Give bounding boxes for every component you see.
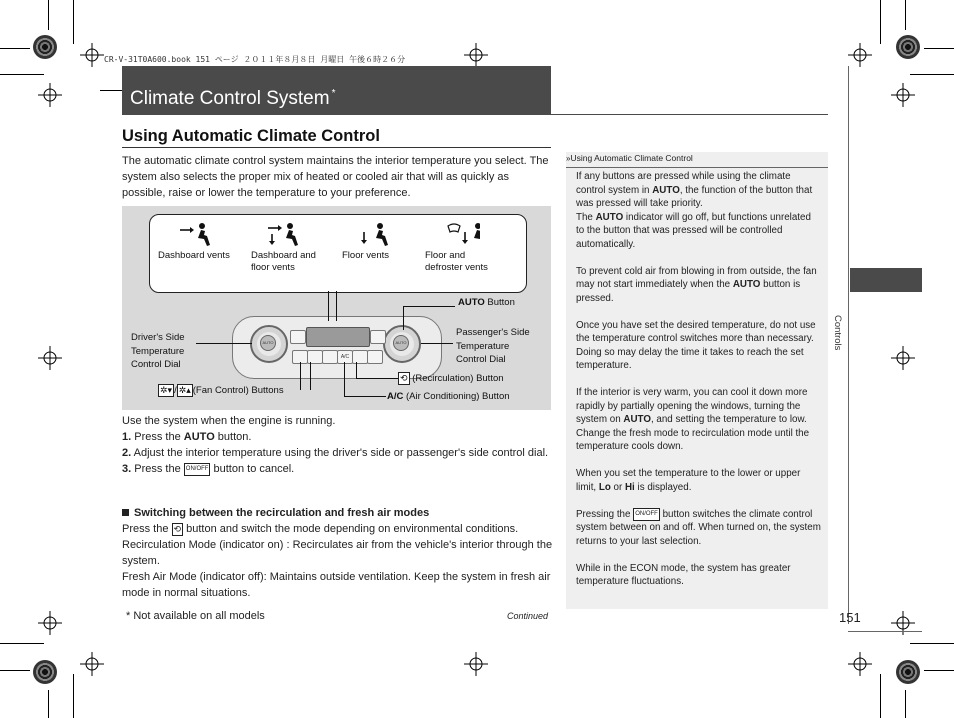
section-rule: [122, 147, 551, 148]
note-p6: If the interior is very warm, you can cool it down more rapidly by partially opening the windows, turning the system on AUTO, and setting the temperature to low. Change the fresh mode to recirculation mode until the temperature cools down.: [576, 387, 810, 452]
floor-vents-icon: [361, 223, 388, 246]
drivers-dial-center: AUTO: [260, 335, 276, 351]
note-text: [576, 170, 821, 589]
note-heading: »Using Automatic Climate Control: [566, 153, 693, 163]
leader-line: [356, 362, 357, 378]
vent-icons: [180, 222, 480, 250]
recirc-paragraph-1: Press the ⟲ button and switch the mode depending on environmental conditions.: [122, 523, 519, 535]
reg-mark-left-bottom: [38, 611, 62, 635]
leader-line: [356, 378, 398, 379]
recirculation-section: [122, 505, 554, 601]
recirc-paragraph-2: Recirculation Mode (indicator on) : Recirculates air from the vehicle's interior through the system.: [122, 539, 553, 567]
ac-button[interactable]: A/C: [337, 350, 353, 364]
fan-up-icon: ✲▴: [178, 385, 191, 395]
panel-on-off-button[interactable]: [322, 350, 338, 364]
leader-line: [310, 362, 311, 390]
note-p9: While in the ECON mode, the system has greater temperature fluctuations.: [576, 562, 791, 588]
on-off-icon: ON/OFF: [633, 508, 660, 521]
reg-mark-bottom-left: [80, 652, 104, 676]
note-p7: When you set the temperature to the lower or upper limit, Lo or Hi is displayed.: [576, 468, 801, 493]
step-3: 3. Press the ON/OFF button to cancel.: [122, 463, 295, 475]
leader-line: [403, 306, 455, 307]
reg-mark-left-mid: [38, 346, 62, 370]
leader-line: [328, 291, 329, 321]
panel-button-2[interactable]: [370, 330, 386, 344]
recirc-paragraph-3: Fresh Air Mode (indicator off): Maintains outside ventilation. Keep the system in fresh air mode in normal situations.: [122, 571, 551, 599]
drivers-dial-label: Driver's Side Temperature Control Dial: [131, 332, 185, 370]
leader-line: [344, 362, 345, 396]
reg-mark-top-left: [80, 43, 104, 67]
note-p3: To prevent cold air from blowing in from outside, the fan may not start immediately when the AUTO button is pressed.: [576, 265, 817, 304]
mode-label-floor-defroster: Floor and defroster vents: [425, 250, 488, 273]
note-p4: Once you have set the desired temperature, do not use the temperature control switches more than necessary.: [576, 319, 816, 344]
page-title: [130, 88, 335, 110]
leader-line: [421, 343, 453, 344]
mode-label-dashboard-floor: Dashboard and floor vents: [251, 250, 316, 273]
climate-display: [306, 327, 370, 347]
dashboard-vents-icon: [180, 223, 210, 246]
page-title-text: Climate Control System: [130, 88, 330, 109]
intro-paragraph: The automatic climate control system maintains the interior temperature you select. The system also selects the proper mix of heated or cooled air that will as quickly as possible, raise or lower the temperature to your preference.: [122, 155, 549, 199]
footnote-mark: *: [331, 88, 336, 99]
color-target-bottom-left: [33, 660, 57, 684]
note-heading-rule: [566, 167, 828, 168]
reg-mark-top-center: [464, 43, 488, 67]
footer-rule: [848, 631, 922, 632]
auto-button[interactable]: AUTO: [393, 335, 409, 351]
title-rule: [551, 114, 828, 115]
steps-intro: Use the system when the engine is running.: [122, 415, 336, 427]
chapter-tab: [850, 268, 922, 292]
subsection-heading: Switching between the recirculation and fresh air modes: [122, 505, 554, 521]
chapter-tab-label: Controls: [832, 315, 843, 351]
on-off-icon: ON/OFF: [184, 463, 211, 476]
note-p2: The AUTO indicator will go off, but functions unrelated to the button that was pressed will be controlled automatically.: [576, 211, 811, 250]
page-number: 151: [839, 610, 861, 625]
steps: [122, 413, 552, 477]
continued-label: Continued: [507, 611, 549, 621]
step-2: 2. Adjust the interior temperature using the driver's side or passenger's side control dial.: [122, 447, 549, 459]
passengers-dial-label: Passenger's Side Temperature Control Dial: [456, 327, 530, 365]
double-arrow-icon: »: [566, 154, 571, 163]
square-bullet-icon: [122, 509, 129, 516]
section-heading: Using Automatic Climate Control: [122, 127, 380, 145]
recirculation-icon: ⟲: [400, 373, 408, 383]
panel-button-3[interactable]: [367, 350, 383, 364]
auto-button-label: AUTO Button: [458, 297, 515, 308]
footnote: * Not available on all models: [126, 610, 265, 622]
note-p1: If any buttons are pressed while using the climate control system in AUTO, the function of the button that was pressed will take priority.: [576, 171, 813, 209]
fan-down-icon: ✲▾: [160, 385, 173, 395]
color-target-bottom-right: [896, 660, 920, 684]
side-rule: [848, 66, 849, 624]
reg-mark-left-top: [38, 83, 62, 107]
recirculation-icon: ⟲: [173, 523, 182, 534]
reg-mark-top-right: [848, 43, 872, 67]
leader-line: [300, 362, 301, 390]
mode-label-dashboard: Dashboard vents: [158, 250, 230, 261]
dashboard-floor-vents-icon: [268, 223, 298, 246]
note-p8: Pressing the ON/OFF button switches the climate control system between on and off. When turned on, the system returns to your last selection.: [576, 508, 821, 547]
color-target-top-left: [33, 35, 57, 59]
mode-label-floor: Floor vents: [342, 250, 389, 261]
fan-buttons-label: ✲▾ / ✲▴ (Fan Control) Buttons: [160, 385, 284, 397]
color-target-top-right: [896, 35, 920, 59]
ac-label: A/C (Air Conditioning) Button: [387, 391, 510, 402]
step-1: 1. Press the AUTO button.: [122, 431, 252, 443]
recirculation-button[interactable]: [352, 350, 368, 364]
panel-button-1[interactable]: [290, 330, 306, 344]
leader-line: [344, 396, 386, 397]
reg-mark-right-mid: [891, 346, 915, 370]
reg-mark-bottom-center: [464, 652, 488, 676]
reg-mark-right-top: [891, 83, 915, 107]
print-header: CR-V-31T0A600.book 151 ページ ２０１１年８月８日 月曜日 午後６時２６分: [104, 55, 406, 64]
note-p5: Doing so may delay the time it takes to reach the set temperature.: [576, 346, 804, 371]
recirculation-label: ⟲ (Recirculation) Button: [400, 373, 504, 385]
leader-line: [196, 343, 252, 344]
leader-line: [403, 306, 404, 330]
leader-line: [336, 291, 337, 321]
floor-defroster-vents-icon: [448, 223, 480, 246]
reg-mark-bottom-right: [848, 652, 872, 676]
